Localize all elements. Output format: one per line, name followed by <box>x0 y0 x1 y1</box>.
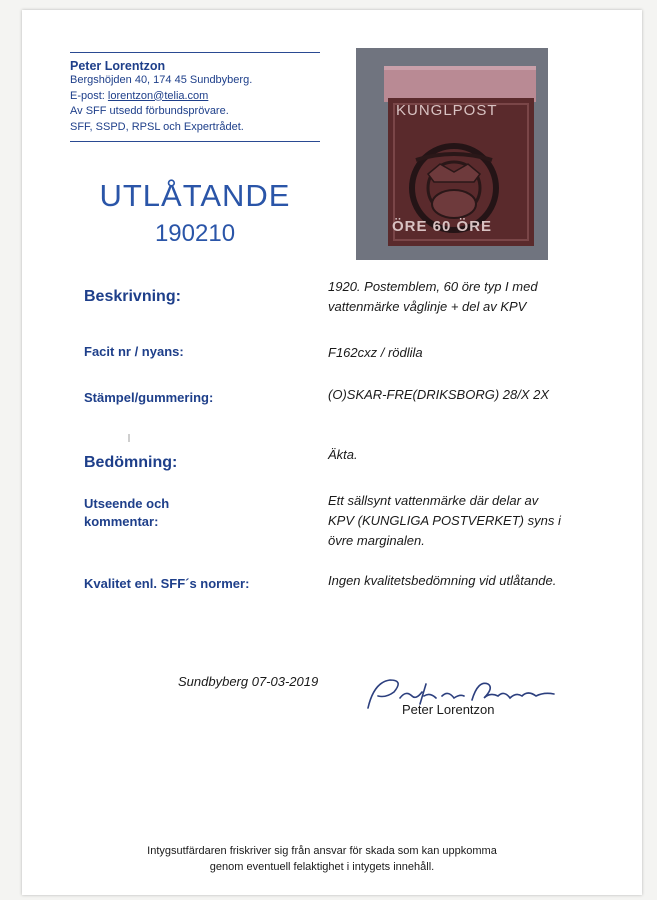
field-value-appearance-1: Ett sällsynt vattenmärke där delar av <box>328 493 539 508</box>
disclaimer-line-2: genom eventuell felaktighet i intygets innehåll. <box>209 860 435 873</box>
sender-name: Peter Lorentzon <box>70 59 166 73</box>
field-label-quality: Kvalitet enl. SFF´s normer: <box>84 576 250 591</box>
field-value-appearance-3: övre marginalen. <box>328 533 425 548</box>
field-value-description-2: vattenmärke våglinje + del av KPV <box>328 299 527 314</box>
field-label-postmark: Stämpel/gummering: <box>84 390 214 405</box>
field-value-facit: F162cxz / rödlila <box>328 345 423 360</box>
field-label-facit: Facit nr / nyans: <box>84 344 184 359</box>
signer-name: Peter Lorentzon <box>402 702 495 717</box>
sender-email-line <box>70 89 320 105</box>
field-label-appearance-2: kommentar: <box>84 514 159 529</box>
sender-address: Bergshöjden 40, 174 45 Sundbyberg. <box>70 74 253 86</box>
scan-speck <box>128 434 130 442</box>
disclaimer <box>62 844 582 875</box>
sender-divider <box>70 141 320 142</box>
field-value-postmark: (O)SKAR-FRE(DRIKSBORG) 28/X 2X <box>328 387 550 402</box>
disclaimer-line-1: Intygsutfärdaren friskriver sig från ansvar för skada som kan uppkomma <box>147 845 497 857</box>
field-value-description-1: 1920. Postemblem, 60 öre typ I med <box>328 279 538 294</box>
field-value-quality: Ingen kvalitetsbedömning vid utlåtande. <box>328 573 557 588</box>
place-and-date: Sundbyberg 07-03-2019 <box>178 674 319 689</box>
stamp-bottom-text: ÖRE 60 ÖRE <box>392 218 493 235</box>
document-title: UTLÅTANDE <box>99 178 291 213</box>
certificate-page <box>22 10 642 895</box>
sender-block <box>70 52 320 142</box>
field-value-appearance-2: KPV (KUNGLIGA POSTVERKET) syns i <box>328 513 561 528</box>
document-number: 190210 <box>154 220 236 247</box>
field-label-description: Beskrivning: <box>84 288 181 305</box>
field-label-appearance-1: Utseende och <box>84 496 170 511</box>
sender-email-prefix: E-post: <box>70 89 108 102</box>
sender-email-link[interactable]: lorentzon@telia.com <box>107 89 209 102</box>
stamp-top-text: KUNGLPOST <box>396 102 498 119</box>
field-label-assessment: Bedömning: <box>84 454 178 471</box>
sender-approval-1: Av SFF utsedd förbundsprövare. <box>70 105 229 117</box>
sender-approval-2: SFF, SSPD, RPSL och Expertrådet. <box>70 120 244 133</box>
field-value-assessment: Äkta. <box>328 447 358 462</box>
